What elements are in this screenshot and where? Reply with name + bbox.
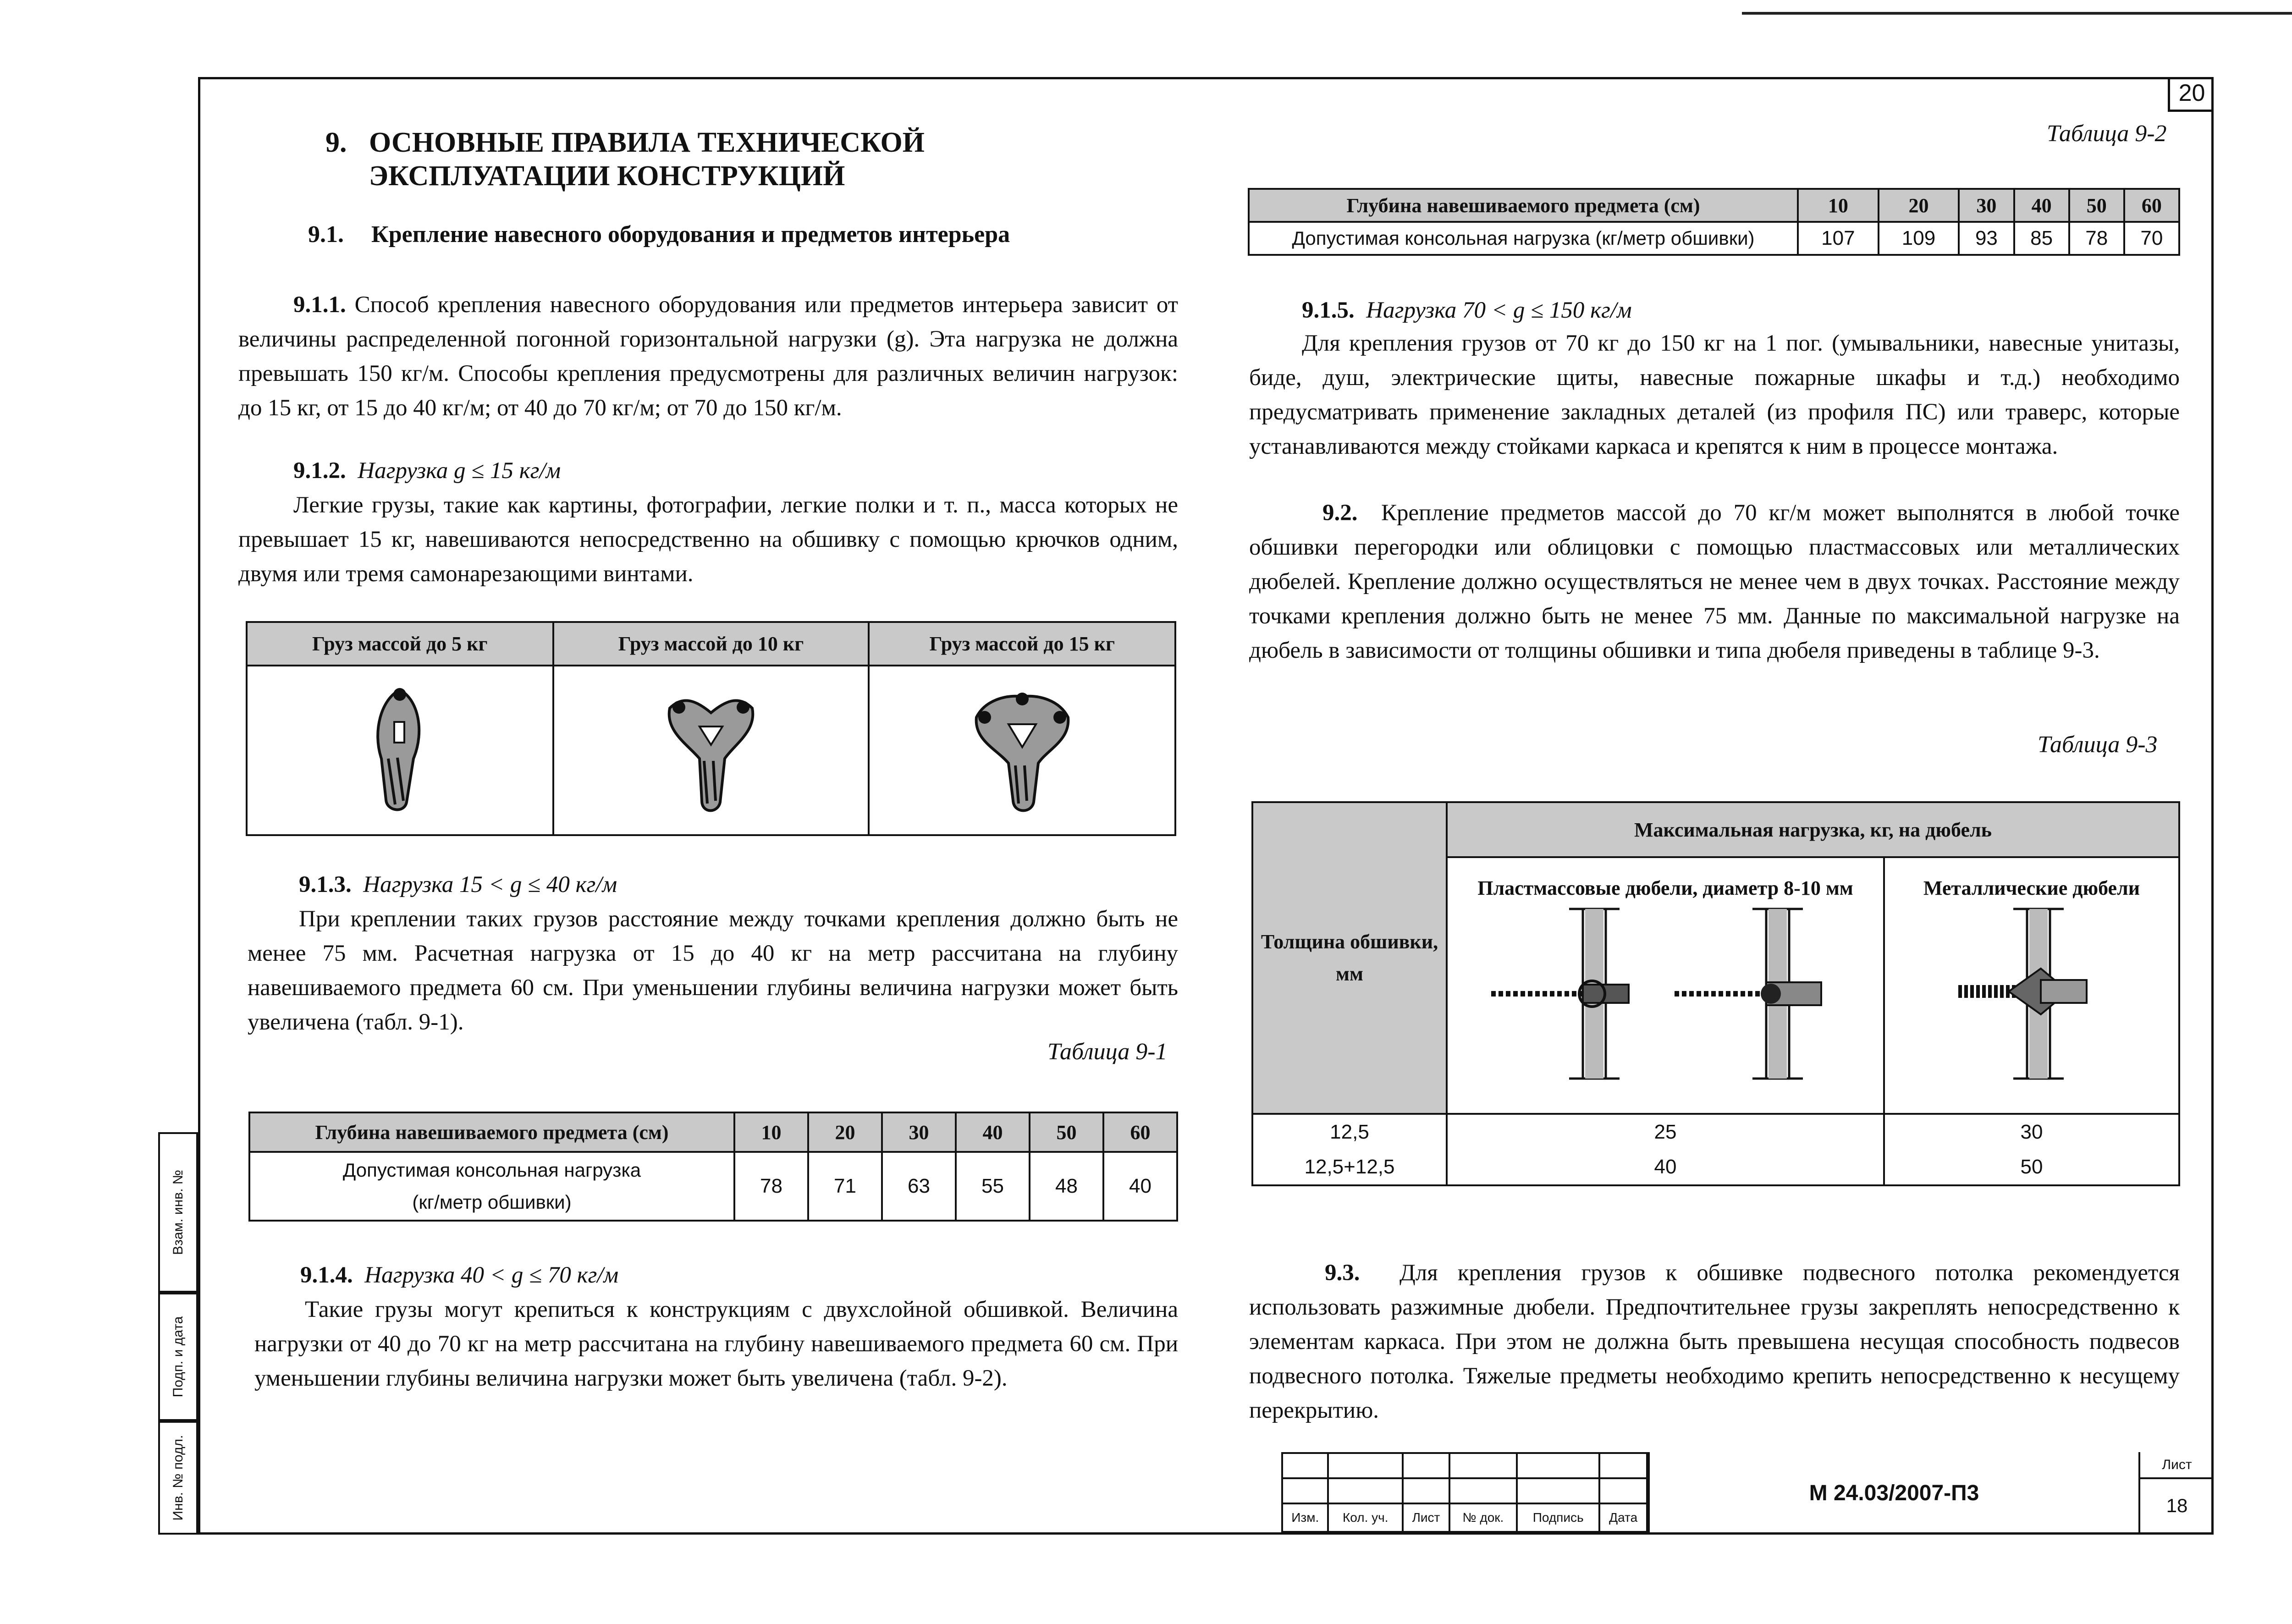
paragraph-9-2 xyxy=(1249,496,2180,668)
hook-triple-image xyxy=(963,681,1082,818)
par-text: Крепление предметов массой до 70 кг/м может выполнятся в любой точке обшивки перегородки или облицовки с помощью пластмассовых или металлических дюбелей. Крепление должно осуществляться не менее чем в двух точках. Расстояние между точками крепления должно быть не менее 75 мм. Данные по максимальной нагрузке на дюбель в зависимости от толщины обшивки и типа дюбеля приведены в таблице 9-3. xyxy=(1249,500,2180,663)
t91-value: 63 xyxy=(882,1152,956,1221)
table-9-1-caption: Таблица 9-1 xyxy=(1047,1039,1168,1065)
t92-value: 85 xyxy=(2014,222,2069,255)
side-label: Подп. и дата xyxy=(170,1316,186,1398)
t91-row-label xyxy=(249,1152,734,1221)
par-number: 9.1.3. xyxy=(299,872,352,897)
corner-sheet-number: 20 xyxy=(2168,77,2214,112)
hook-triple-cell xyxy=(869,666,1175,835)
plastic-dowel-image xyxy=(1459,900,1872,1083)
t93-plastic-value: 25 xyxy=(1447,1114,1884,1150)
t91-depth: 30 xyxy=(882,1112,956,1152)
stamp-sheet-box xyxy=(2138,1452,2214,1535)
t92-depth: 10 xyxy=(1798,189,1879,222)
section-title-2: ЭКСПЛУАТАЦИИ КОНСТРУКЦИЙ xyxy=(369,160,845,192)
par-head: Нагрузка 40 < g ≤ 70 кг/м xyxy=(364,1262,619,1288)
paragraph-9-1-2: Легкие грузы, такие как картины, фотографии, легкие полки и т. п., масса которых не превышает 15 кг, навешиваются непосредственно на обшивку с помощью крючков одним, двумя или тремя самонарезающими винтами. xyxy=(238,492,1178,587)
stamp-col: Кол. уч. xyxy=(1328,1503,1403,1532)
t93-metal-cell xyxy=(1884,857,2179,1114)
hook-double-cell xyxy=(553,666,869,835)
t93-plastic-value: 40 xyxy=(1447,1150,1884,1185)
t91-value: 78 xyxy=(734,1152,808,1221)
paragraph-9-1-1 xyxy=(238,288,1178,425)
stamp-sheet-value: 18 xyxy=(2166,1495,2188,1516)
heading-9-1-5 xyxy=(1302,293,2173,328)
t92-depth: 20 xyxy=(1879,189,1959,222)
t91-depth: 60 xyxy=(1103,1112,1177,1152)
t93-metal-value: 50 xyxy=(1884,1150,2179,1185)
side-label: Взам. инв. № xyxy=(170,1170,186,1255)
t92-row-label: Допустимая консольная нагрузка (кг/метр обшивки) xyxy=(1249,222,1798,255)
t92-depth: 40 xyxy=(2014,189,2069,222)
heading-9-1-3 xyxy=(299,868,1170,902)
t91-depth: 40 xyxy=(956,1112,1030,1152)
t91-value: 40 xyxy=(1103,1152,1177,1221)
t92-value: 107 xyxy=(1798,222,1879,255)
t93-max-header: Максимальная нагрузка, кг, на дюбель xyxy=(1447,802,2179,857)
t93-plastic-cell xyxy=(1447,857,1884,1114)
t91-depth: 10 xyxy=(734,1112,808,1152)
stamp-col: Подпись xyxy=(1517,1503,1599,1532)
t92-depth: 60 xyxy=(2124,189,2179,222)
stamp-col: Дата xyxy=(1599,1503,1647,1532)
hook-single-cell xyxy=(247,666,553,835)
hook-single-image xyxy=(354,681,446,818)
stamp-col: № док. xyxy=(1449,1503,1517,1532)
hook-double-image xyxy=(656,681,766,818)
paragraph-9-1-5: Для крепления грузов от 70 кг до 150 кг на 1 пог. (умывальники, навесные унитазы, биде, душ, электрические щиты, навесные пожарные шкафы и т.д.) необходимо предусматривать применение закладных деталей (из профиля ПС) или траверс, которые устанавливаются между стойками каркаса и крепятся к ним в процессе монтажа. xyxy=(1249,330,2180,459)
table-9-1 xyxy=(248,1112,1178,1222)
t93-thickness: 12,5+12,5 xyxy=(1252,1150,1447,1185)
t91-row-label-1: Допустимая консольная нагрузка xyxy=(342,1159,641,1181)
t92-header-label: Глубина навешиваемого предмета (см) xyxy=(1249,189,1798,222)
t91-depth: 20 xyxy=(808,1112,882,1152)
par-head: Нагрузка 70 < g ≤ 150 кг/м xyxy=(1366,297,1632,323)
document-code: М 24.03/2007-П3 xyxy=(1648,1452,2138,1535)
hooks-header-1: Груз массой до 5 кг xyxy=(247,622,553,666)
stamp-grid xyxy=(1281,1452,1648,1533)
table-9-3-caption: Таблица 9-3 xyxy=(2038,732,2158,758)
t92-depth: 50 xyxy=(2069,189,2124,222)
hooks-table xyxy=(246,621,1176,836)
t91-value: 71 xyxy=(808,1152,882,1221)
hooks-header-3: Груз массой до 15 кг xyxy=(869,622,1175,666)
t93-thickness-header: Толщина обшивки, мм xyxy=(1252,802,1447,1114)
side-stamp-inventory xyxy=(158,1421,198,1535)
section-title-1: ОСНОВНЫЕ ПРАВИЛА ТЕХНИЧЕСКОЙ xyxy=(369,127,925,158)
paragraph-9-1-4: Такие грузы могут крепиться к конструкциям с двухслойной обшивкой. Величина нагрузки от 40 до 70 кг на метр рассчитана на глубину навешиваемого предмета 60 см. При уменьшении глубины величина нагрузки может быть увеличена (табл. 9-2). xyxy=(254,1297,1178,1391)
t91-row-label-2: (кг/метр обшивки) xyxy=(412,1191,572,1213)
hooks-header-2: Груз массой до 10 кг xyxy=(553,622,869,666)
par-number: 9.3. xyxy=(1325,1260,1360,1286)
side-stamp-sign xyxy=(158,1293,198,1421)
t91-header-label: Глубина навешиваемого предмета (см) xyxy=(249,1112,734,1152)
t92-value: 93 xyxy=(1959,222,2014,255)
subsection-number: 9.1. xyxy=(308,221,344,248)
par-number: 9.1.5. xyxy=(1302,297,1355,323)
t93-thickness: 12,5 xyxy=(1252,1114,1447,1150)
stamp-col: Лист xyxy=(1403,1503,1449,1532)
paragraph-9-1-3: При креплении таких грузов расстояние между точками крепления должно быть не менее 75 мм. Расчетная нагрузка от 15 до 40 кг на метр рассчитана на глубину навешиваемого предмета 60 см. При уменьшении глубины величина нагрузки может быть увеличена (табл. 9-1). xyxy=(248,906,1178,1035)
par-number: 9.1.1. xyxy=(293,292,346,318)
t92-value: 109 xyxy=(1879,222,1959,255)
par-text: Способ крепления навесного оборудования или предметов интерьера зависит от величины распределенной погонной горизонтальной нагрузки (g). Эта нагрузка не должна превышать 150 кг/м. Способы крепления предусмотрены для различных величин нагрузок: до 15 кг, от 15 до 40 кг/м; от 40 до 70 кг/м; от 70 до 150 кг/м. xyxy=(238,292,1179,421)
t91-depth: 50 xyxy=(1030,1112,1103,1152)
t91-value: 48 xyxy=(1030,1152,1103,1221)
t92-value: 78 xyxy=(2069,222,2124,255)
t93-metal-value: 30 xyxy=(1884,1114,2179,1150)
section-number: 9. xyxy=(325,127,347,158)
paragraph-9-3 xyxy=(1249,1256,2180,1428)
table-9-2-caption: Таблица 9-2 xyxy=(2047,121,2167,147)
heading-9-1-4 xyxy=(300,1258,1171,1293)
t93-plastic-header: Пластмассовые дюбели, диаметр 8-10 мм xyxy=(1477,877,1853,899)
heading-9-1-2 xyxy=(293,454,1164,488)
table-9-2 xyxy=(1248,188,2180,256)
t91-value: 55 xyxy=(956,1152,1030,1221)
side-label: Инв. № подл. xyxy=(170,1435,186,1521)
t92-depth: 30 xyxy=(1959,189,2014,222)
metal-dowel-image xyxy=(1903,900,2160,1083)
t92-value: 70 xyxy=(2124,222,2179,255)
par-text: Для крепления грузов к обшивке подвесного потолка рекомендуется использовать разжимные дюбели. Предпочтительнее грузы закреплять непосредственно к элементам каркаса. При этом не должна быть превышена несущая способность подвесов подвесного потолка. Тяжелые предметы необходимо крепить непосредственно к несущему перекрытию. xyxy=(1249,1260,2180,1423)
table-9-3 xyxy=(1251,801,2180,1186)
par-number: 9.1.4. xyxy=(300,1262,353,1288)
par-number: 9.1.2. xyxy=(293,458,346,484)
par-head: Нагрузка 15 < g ≤ 40 кг/м xyxy=(363,872,617,897)
subsection-title: Крепление навесного оборудования и предметов интерьера xyxy=(371,221,1010,248)
t93-metal-header: Металлические дюбели xyxy=(1923,877,2140,899)
par-number: 9.2. xyxy=(1322,500,1358,526)
top-rule xyxy=(1742,12,2292,15)
stamp-col: Изм. xyxy=(1282,1503,1328,1532)
par-head: Нагрузка g ≤ 15 кг/м xyxy=(358,458,561,484)
stamp-sheet-label: Лист xyxy=(2140,1452,2214,1479)
side-stamp-replace xyxy=(158,1132,198,1293)
